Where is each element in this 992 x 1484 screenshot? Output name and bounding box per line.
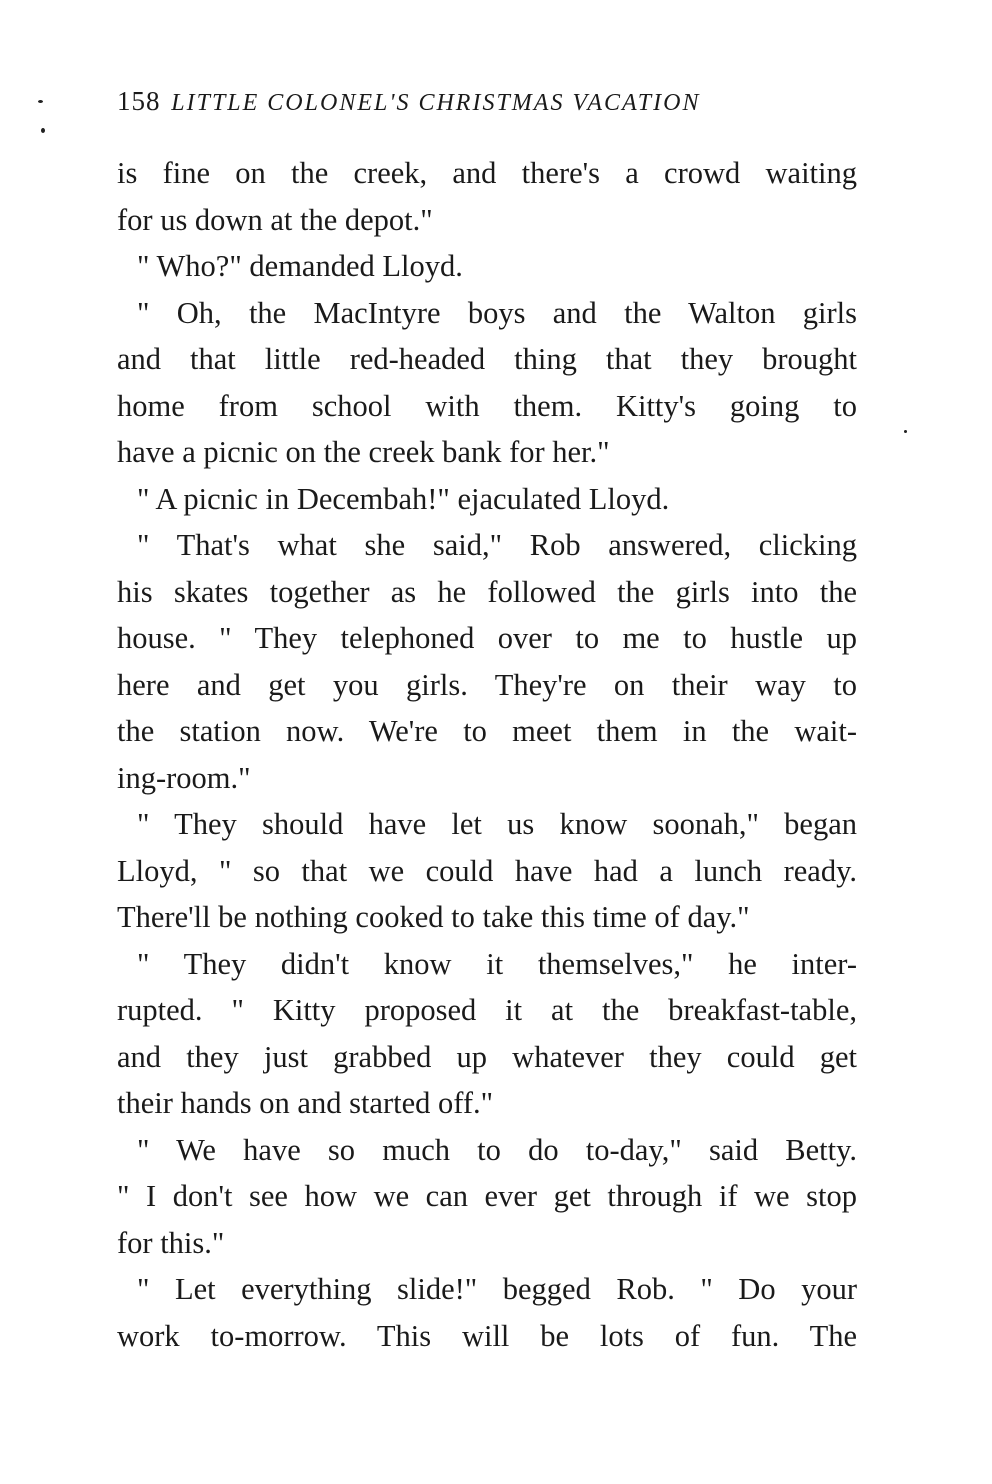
text-line: his skates together as he followed the girls into the — [117, 574, 857, 609]
text-line: " We have so much to do to-day," said Betty. — [137, 1132, 857, 1167]
text-line: " Who?" demanded Lloyd. — [137, 249, 463, 283]
margin-speck — [38, 100, 43, 103]
text-line: " That's what she said," Rob answered, clicking — [137, 528, 857, 562]
margin-speck — [904, 430, 907, 433]
text-line: the station now. We're to meet them in the wait- — [117, 714, 857, 748]
page-number: 158 — [117, 86, 161, 116]
text-line: " Oh, the MacIntyre boys and the Walton girls — [137, 295, 857, 330]
text-line: for this." — [117, 1225, 225, 1260]
text-line: is fine on the creek, and there's a crowd waiting — [117, 156, 857, 190]
text-line: here and get you girls. They're on their way to — [117, 667, 857, 702]
text-line: " They didn't know it themselves," he inter- — [137, 946, 857, 981]
text-line: Lloyd, " so that we could have had a lunch ready. — [117, 853, 857, 888]
text-line: " Let everything slide!" begged Rob. " Do your — [137, 1272, 857, 1306]
text-line: and that little red-headed thing that they brought — [117, 342, 857, 376]
text-line: work to-morrow. This will be lots of fun. The — [117, 1318, 857, 1353]
text-line: and they just grabbed up whatever they could get — [117, 1039, 857, 1074]
running-header — [117, 86, 857, 126]
text-line: house. " They telephoned over to me to hustle up — [117, 621, 857, 655]
text-line: " They should have let us know soonah," began — [137, 807, 857, 841]
body-text — [117, 150, 857, 1359]
margin-speck — [41, 128, 45, 133]
text-line: " I don't see how we can ever get through if we stop — [117, 1179, 857, 1213]
text-line: ing-room." — [117, 760, 251, 795]
text-line: have a picnic on the creek bank for her." — [117, 435, 610, 469]
text-line: " A picnic in Decembah!" ejaculated Lloyd. — [137, 481, 670, 516]
text-line: their hands on and started off." — [117, 1086, 494, 1120]
text-line: home from school with them. Kitty's going to — [117, 388, 857, 423]
text-line: There'll be nothing cooked to take this time of day." — [117, 900, 750, 934]
running-title: LITTLE COLONEL'S CHRISTMAS VACATION — [171, 90, 701, 116]
text-line: rupted. " Kitty proposed it at the breakfast-table, — [117, 993, 857, 1027]
text-line: for us down at the depot." — [117, 202, 433, 237]
